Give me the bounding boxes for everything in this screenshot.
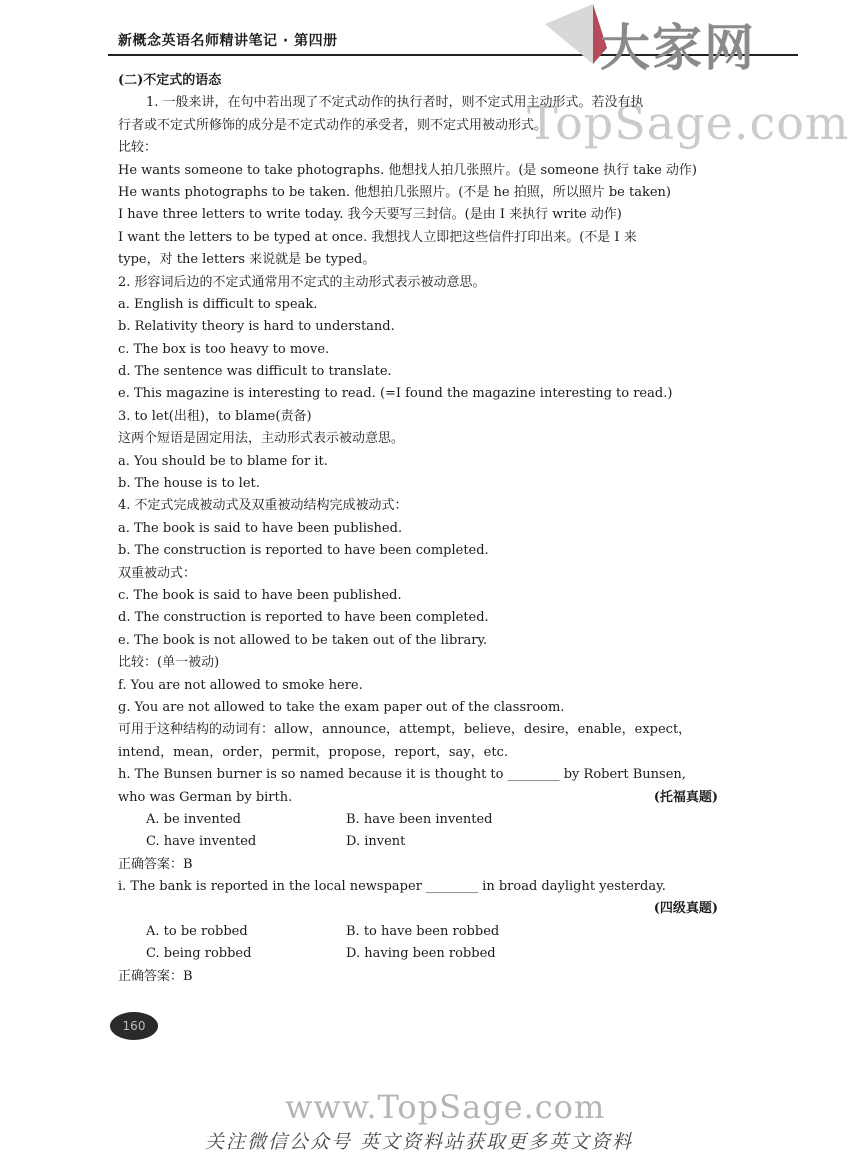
option: D. invent xyxy=(346,834,406,850)
option: B. have been invented xyxy=(346,811,493,827)
option: C. have invented xyxy=(146,834,257,850)
question-source-row xyxy=(118,898,718,920)
option-row xyxy=(118,809,718,831)
rule-line: 3. to let(出租)，to blame(责备) xyxy=(118,408,312,424)
example-line: c. The book is said to have been published. xyxy=(118,587,402,603)
option: A. to be robbed xyxy=(146,923,248,939)
example-line: f. You are not allowed to smoke here. xyxy=(118,677,363,693)
footer-note: 关注微信公众号 英文资料站获取更多英文资料 xyxy=(205,1131,634,1153)
question-source: (托福真题) xyxy=(653,789,718,805)
answer-line: 正确答案：B xyxy=(118,968,193,984)
footer-watermark-url: www.TopSage.com xyxy=(285,1088,606,1126)
brand-wordmark: 大家网 xyxy=(600,18,756,77)
text-line: 比较： xyxy=(118,140,158,156)
option: A. be invented xyxy=(146,811,241,827)
rule-line: 2. 形容词后边的不定式通常用不定式的主动形式表示被动意思。 xyxy=(118,274,486,290)
example-line: e. The book is not allowed to be taken out of the library. xyxy=(118,632,488,648)
example-line: d. The construction is reported to have been completed. xyxy=(118,610,489,626)
example-line: d. The sentence was difficult to translate. xyxy=(118,364,392,380)
rule-line: 4. 不定式完成被动式及双重被动结构完成被动式： xyxy=(118,498,408,514)
example-line: a. English is difficult to speak. xyxy=(118,296,318,312)
stem-text: who was German by birth. xyxy=(118,789,293,805)
option-row xyxy=(118,831,718,853)
text-line: 1. 一般来讲，在句中若出现了不定式动作的执行者时，则不定式用主动形式。若没有执 xyxy=(146,95,644,111)
example-line: a. The book is said to have been published. xyxy=(118,520,403,536)
text-line: 这两个短语是固定用法，主动形式表示被动意思。 xyxy=(118,431,405,447)
subheading: 比较：(单一被动) xyxy=(118,655,220,671)
example-line: type，对 the letters 来说就是 be typed。 xyxy=(118,252,376,268)
example-line: a. You should be to blame for it. xyxy=(118,453,328,469)
subheading: 双重被动式： xyxy=(118,565,197,581)
section-heading: (二)不定式的语态 xyxy=(118,73,222,88)
example-line: b. Relativity theory is hard to understand. xyxy=(118,319,395,335)
logo-triangle-light xyxy=(545,4,593,64)
example-line: e. This magazine is interesting to read. (=I found the magazine interesting to read.) xyxy=(118,386,673,402)
question-stem: i. The bank is reported in the local newspaper ________ in broad daylight yesterday. xyxy=(118,879,666,895)
example-line: I want the letters to be typed at once. 我想找人立即把这些信件打印出来。(不是 I 来 xyxy=(118,229,637,245)
page-content xyxy=(118,70,718,988)
example-line: b. The construction is reported to have been completed. xyxy=(118,543,489,559)
example-line: I have three letters to write today. 我今天要写三封信。(是由 I 来执行 write 动作) xyxy=(118,207,622,223)
example-line: c. The box is too heavy to move. xyxy=(118,341,330,357)
option-row xyxy=(118,943,718,965)
answer-line: 正确答案：B xyxy=(118,856,193,872)
question-stem-cont xyxy=(118,787,718,809)
example-line: g. You are not allowed to take the exam paper out of the classroom. xyxy=(118,699,565,715)
option-row xyxy=(118,921,718,943)
option: C. being robbed xyxy=(146,946,252,962)
example-line: He wants someone to take photographs. 他想找人拍几张照片。(是 someone 执行 take 动作) xyxy=(118,162,697,178)
option: B. to have been robbed xyxy=(346,923,500,939)
watermark-text: TopSage.com xyxy=(527,96,850,150)
question-stem: h. The Bunsen burner is so named because it is thought to ________ by Robert Bunsen, xyxy=(118,767,686,783)
example-line: He wants photographs to be taken. 他想拍几张照片。(不是 he 拍照，所以照片 be taken) xyxy=(118,184,671,200)
book-title: 新概念英语名师精讲笔记 · 第四册 xyxy=(118,33,338,49)
text-line: 行者或不定式所修饰的成分是不定式动作的承受者，则不定式用被动形式。 xyxy=(118,117,548,133)
question-source: (四级真题) xyxy=(653,901,718,917)
option: D. having been robbed xyxy=(346,946,496,962)
page-number-badge: 160 xyxy=(110,1012,158,1040)
text-line: 可用于这种结构的动词有：allow，announce，attempt，believe，desire，enable，expect， xyxy=(118,722,692,738)
text-line: intend，mean，order，permit，propose，report，say，etc. xyxy=(118,744,508,760)
example-line: b. The house is to let. xyxy=(118,476,260,492)
